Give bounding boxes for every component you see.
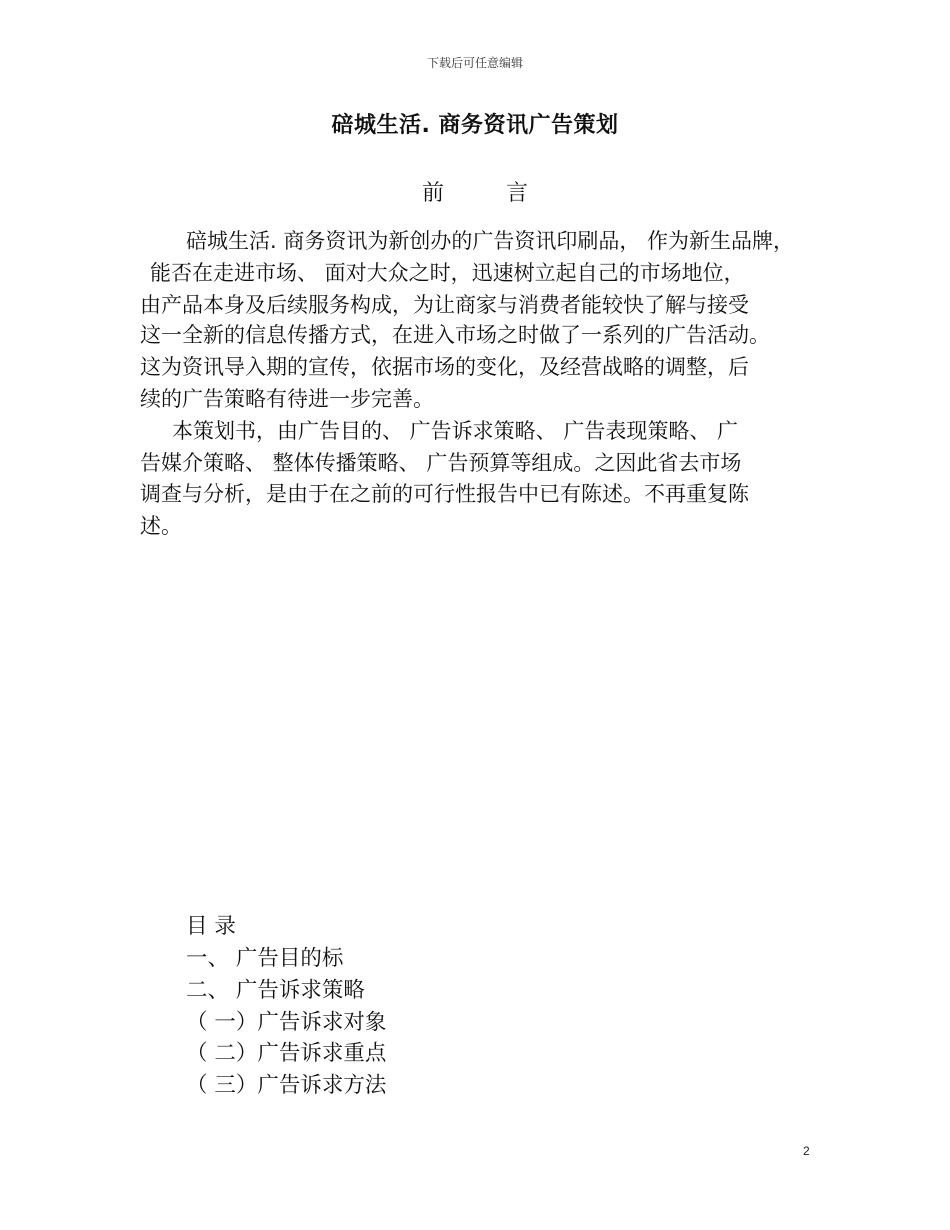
preface-line: 碚城生活. 商务资讯为新创办的广告资讯印刷品， 作为新生品牌， — [186, 229, 795, 253]
preface-line: 这为资讯导入期的宣传，依据市场的变化，及经营战略的调整，后 — [140, 355, 749, 379]
preface-line: 续的广告策略有待进一步完善。 — [140, 387, 434, 411]
preface-heading — [0, 176, 950, 207]
preface-line: 这一全新的信息传播方式，在进入市场之时做了一系列的广告活动。 — [140, 323, 770, 347]
document-title: 碚城生活. 商务资讯广告策划 — [331, 113, 619, 138]
toc-item: 一、 广告目的标 — [186, 946, 344, 971]
preface-line: 能否在走进市场、 面对大众之时，迅速树立起自己的市场地位， — [150, 261, 745, 285]
toc-item: （ 三）广告诉求方法 — [186, 1073, 387, 1098]
toc-item: 二、 广告诉求策略 — [186, 978, 365, 1003]
toc-heading: 目 录 — [186, 914, 236, 939]
page-number: 2 — [803, 1144, 810, 1158]
preface-line: 由产品本身及后续服务构成，为让商家与消费者能较快了解与接受 — [140, 293, 749, 317]
preface-line: 本策划书，由广告目的、 广告诉求策略、 广告表现策略、 广 — [172, 419, 739, 443]
page-header-note: 下载后可任意编辑 — [426, 56, 523, 70]
preface-line: 调查与分析，是由于在之前的可行性报告中已有陈述。不再重复陈 — [140, 482, 749, 506]
preface-line: 述。 — [140, 514, 182, 538]
preface-heading-left: 前 — [421, 181, 444, 206]
toc-item: （ 二）广告诉求重点 — [186, 1041, 387, 1066]
preface-heading-right: 言 — [506, 181, 529, 206]
toc-item: （ 一）广告诉求对象 — [186, 1010, 387, 1035]
preface-line: 告媒介策略、 整体传播策略、 广告预算等组成。之因此省去市场 — [140, 451, 742, 475]
